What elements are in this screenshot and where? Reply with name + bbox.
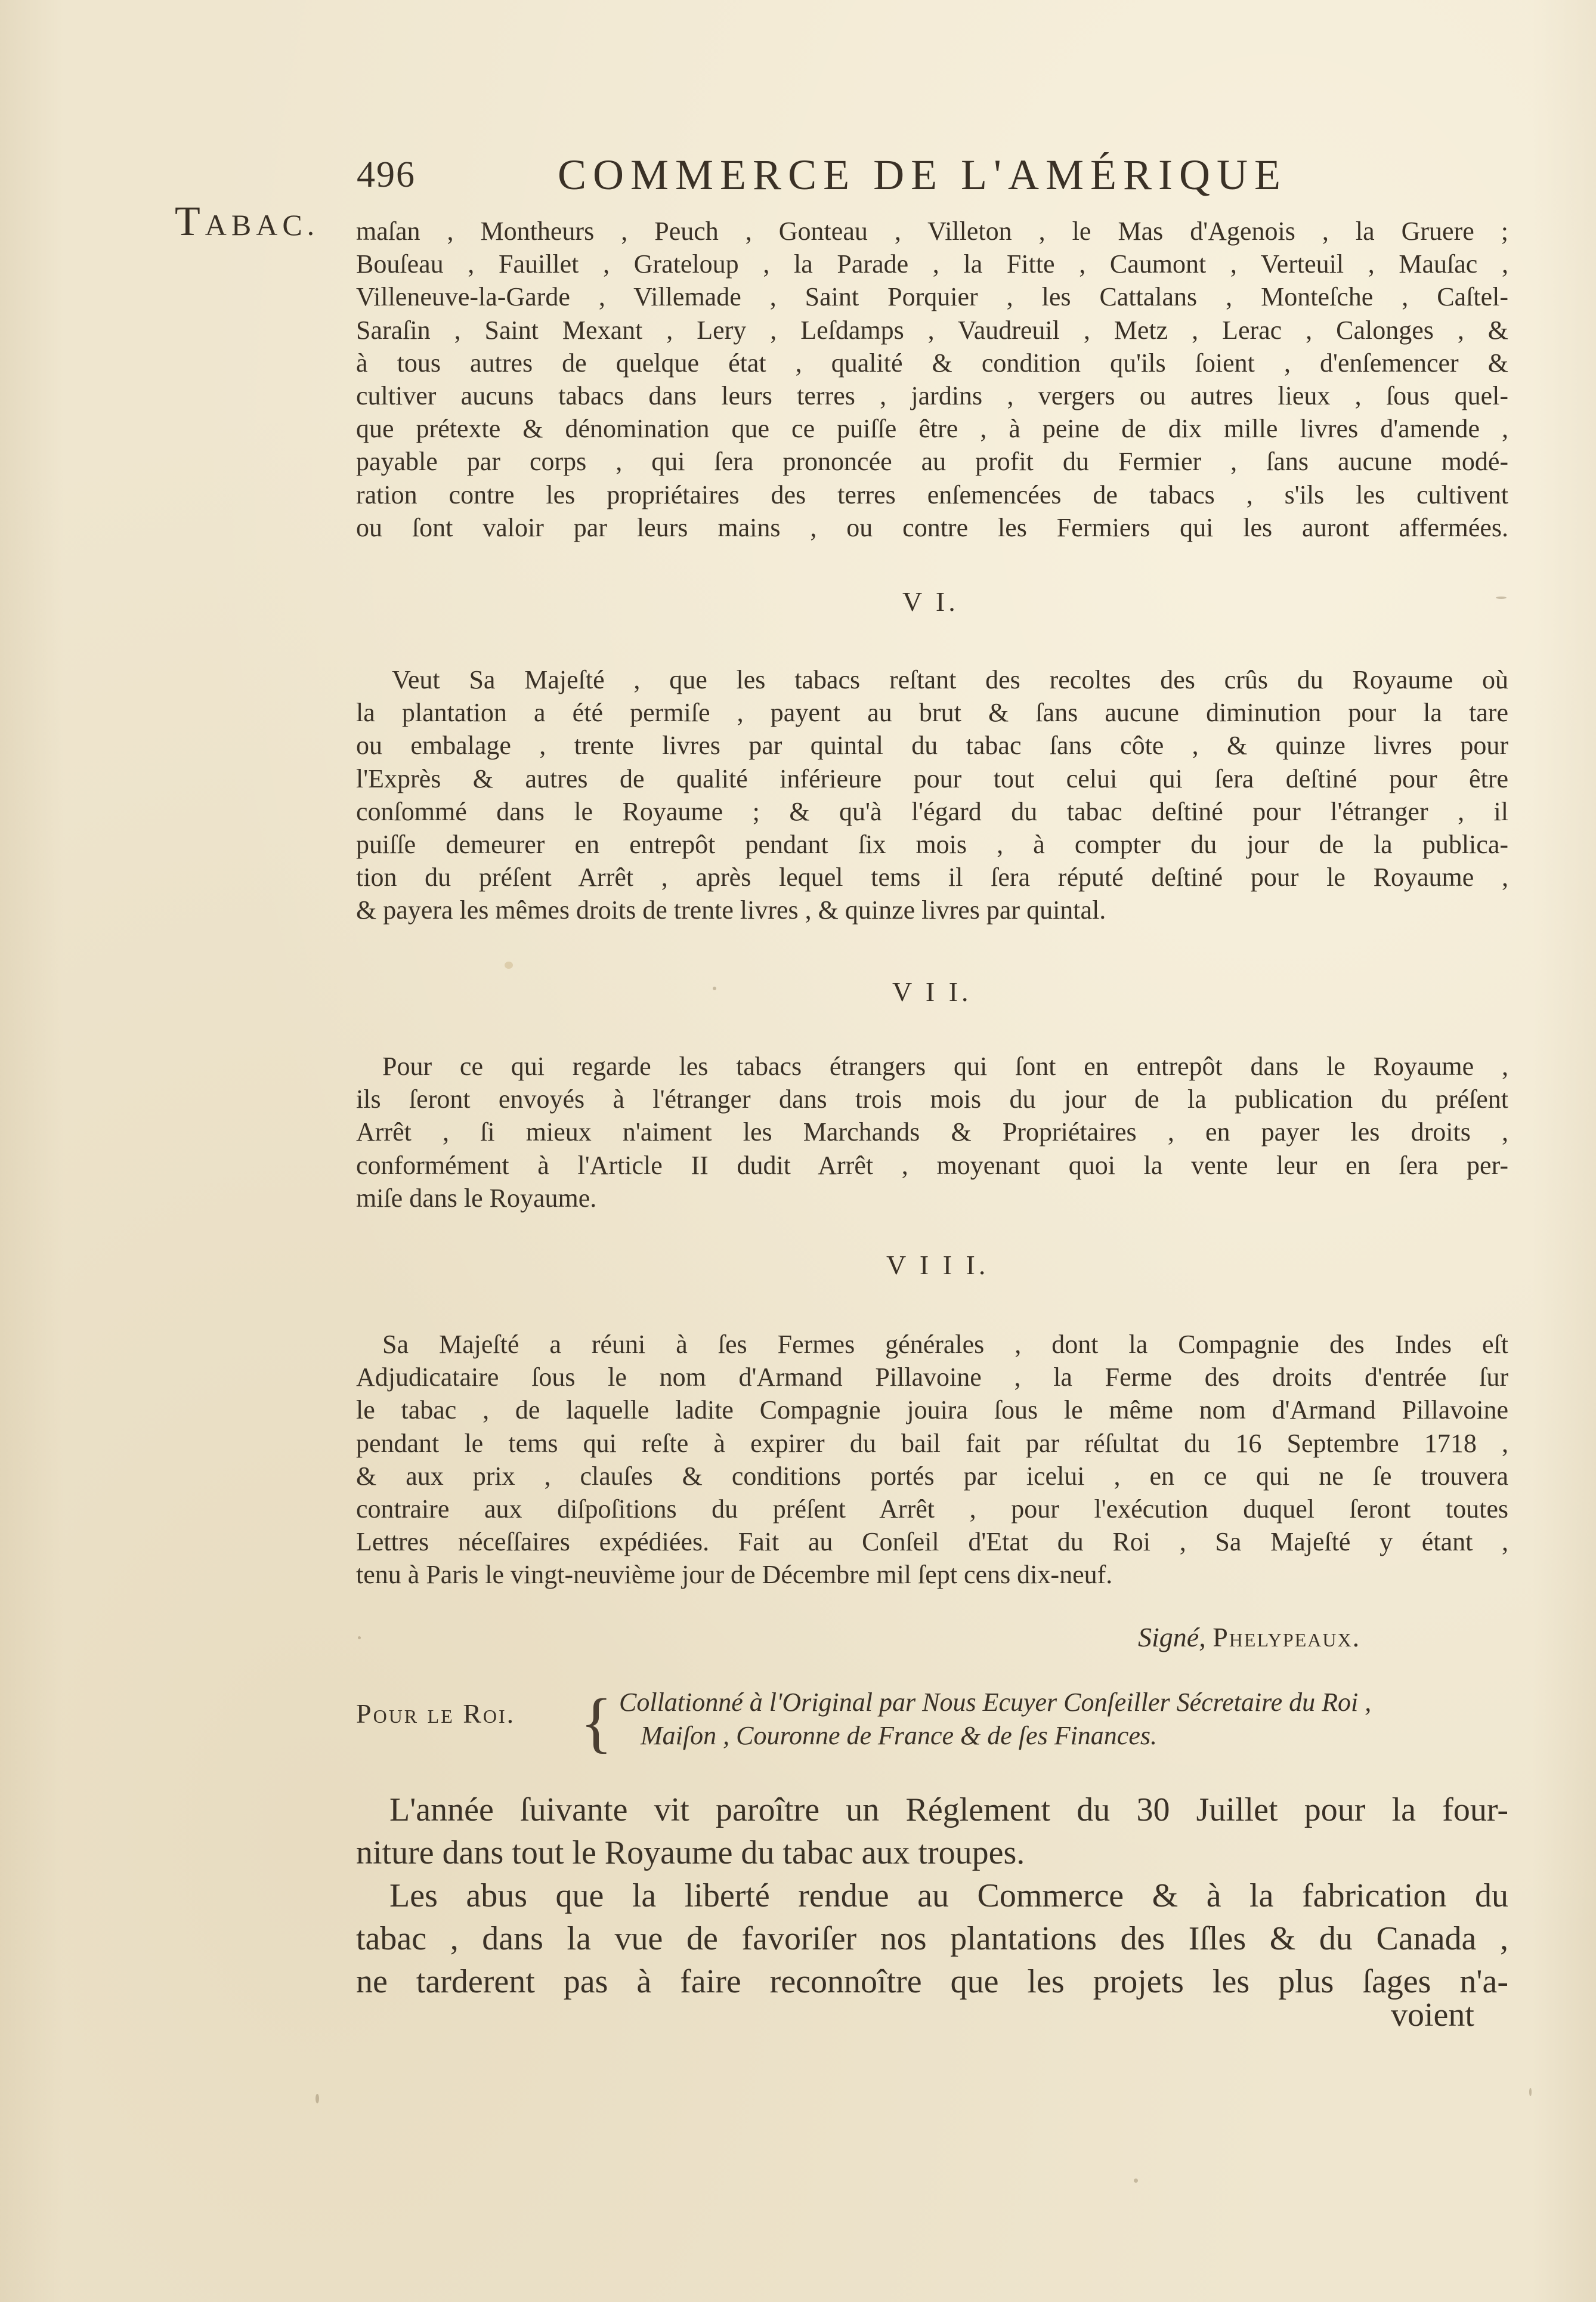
article-heading-vii: V I I. bbox=[892, 977, 972, 1007]
intro-paragraph bbox=[356, 215, 1508, 544]
text-line: Arrêt , ſi mieux n'aiment les Marchands & Propriétaires , en payer les droits , bbox=[356, 1117, 1508, 1147]
article-viii-paragraph bbox=[356, 1328, 1508, 1592]
text-line: pendant le tems qui reſte à expirer du bail fait par réſultat du 16 Septembre 1718 , bbox=[356, 1428, 1508, 1458]
text-line: ne tarderent pas à faire reconnoître que les projets les plus ſages n'a- bbox=[356, 1963, 1508, 2000]
catchword: voient bbox=[1391, 1997, 1474, 2034]
text-line: ou ſont valoir par leurs mains , ou contre les Fermiers qui les auront affermées. bbox=[356, 512, 1508, 542]
text-line: L'année ſuivante vit paroître un Réglement du 30 Juillet pour la four- bbox=[389, 1791, 1508, 1828]
pour-le-roi-label: Pour le Roi. bbox=[356, 1698, 516, 1729]
text-line: Les abus que la liberté rendue au Commerce & à la fabrication du bbox=[389, 1877, 1508, 1914]
signature-label: Signé, bbox=[1138, 1622, 1206, 1652]
text-line: cultiver aucuns tabacs dans leurs terres , jardins , vergers ou autres lieux , ſous quel- bbox=[356, 381, 1508, 411]
page-number: 496 bbox=[357, 155, 416, 195]
text-line: puiſſe demeurer en entrepôt pendant ſix mois , à compter du jour de la publica- bbox=[356, 830, 1508, 860]
text-line: tion du préſent Arrêt , après lequel tems il ſera réputé deſtiné pour le Royaume , bbox=[356, 863, 1508, 892]
paper-speck bbox=[1529, 2088, 1532, 2096]
text-line: ou embalage , trente livres par quintal du tabac ſans côte , & quinze livres pour bbox=[356, 731, 1508, 761]
paper-speck bbox=[316, 2094, 319, 2103]
collation-line: Collationné à l'Original par Nous Ecuyer Conſeiller Sécretaire du Roi , bbox=[619, 1688, 1372, 1717]
text-line: Villeneuve-la-Garde , Villemade , Saint Porquier , les Cattalans , Monteſche , Caſtel- bbox=[356, 282, 1508, 312]
text-line: conformément à l'Article II dudit Arrêt , moyenant quoi la vente leur en ſera per- bbox=[356, 1150, 1508, 1180]
text-line: & payera les mêmes droits de trente livres , & quinze livres par quintal. bbox=[356, 895, 1106, 925]
paper-speck bbox=[358, 1636, 361, 1639]
text-line: Saraſin , Saint Mexant , Lery , Leſdamps , Vaudreuil , Metz , Lerac , Calonges , & bbox=[356, 315, 1508, 345]
text-line: l'Exprès & autres de qualité inférieure pour tout celui qui ſera deſtiné pour être bbox=[356, 764, 1508, 793]
text-line: tabac , dans la vue de favoriſer nos plantations des Iſles & du Canada , bbox=[356, 1920, 1508, 1957]
text-line: la plantation a été permiſe , payent au brut & ſans aucune diminution pour la tare bbox=[356, 698, 1508, 728]
margin-label-rest: ABAC. bbox=[205, 208, 320, 242]
text-line: ils ſeront envoyés à l'étranger dans trois mois du jour de la publication du préſent bbox=[356, 1084, 1508, 1114]
text-line: que prétexte & dénomination que ce puiſſe être , à peine de dix mille livres d'amende , bbox=[356, 414, 1508, 444]
text-line: contraire aux diſpoſitions du préſent Arrêt , pour l'exécution duquel ſeront toutes bbox=[356, 1494, 1508, 1524]
closing-paragraphs bbox=[356, 1788, 1508, 2003]
text-line: Sa Majeſté a réuni à ſes Fermes générales , dont la Compagnie des Indes eſt bbox=[382, 1330, 1508, 1359]
brace-glyph: { bbox=[580, 1686, 613, 1760]
text-line: Lettres néceſſaires expédiées. Fait au Conſeil d'Etat du Roi , Sa Majeſté y étant , bbox=[356, 1527, 1508, 1557]
article-heading-vi: V I. bbox=[902, 586, 959, 617]
signature bbox=[1138, 1621, 1360, 1653]
collation-note bbox=[619, 1686, 1371, 1753]
margin-label-initial: T bbox=[175, 199, 205, 245]
paper-speck bbox=[1134, 2179, 1138, 2183]
text-line: Pour ce qui regarde les tabacs étrangers qui ſont en entrepôt dans le Royaume , bbox=[382, 1052, 1508, 1081]
text-line: le tabac , de laquelle ladite Compagnie jouira ſous le même nom d'Armand Pillavoine bbox=[356, 1395, 1508, 1425]
running-head: COMMERCE DE L'AMÉRIQUE bbox=[558, 151, 1287, 199]
paper-speck bbox=[713, 987, 716, 990]
text-line: Bouſeau , Fauillet , Grateloup , la Parade , la Fitte , Caumont , Verteuil , Mauſac , bbox=[356, 249, 1508, 279]
text-line: ration contre les propriétaires des terres enſemencées de tabacs , s'ils les cultivent bbox=[356, 480, 1508, 509]
article-vi-paragraph bbox=[356, 663, 1508, 927]
text-line: & aux prix , clauſes & conditions portés par icelui , en ce qui ne ſe trouvera bbox=[356, 1461, 1508, 1491]
text-line: payable par corps , qui ſera prononcée au profit du Fermier , ſans aucune modé- bbox=[356, 447, 1508, 477]
signature-name: Phelypeaux. bbox=[1213, 1622, 1361, 1652]
article-heading-viii: V I I I. bbox=[886, 1250, 989, 1280]
collation-line: Maiſon , Couronne de France & de ſes Finances. bbox=[641, 1721, 1157, 1750]
article-vii-paragraph bbox=[356, 1050, 1508, 1215]
text-line: conſommé dans le Royaume ; & qu'à l'égard du tabac deſtiné pour l'étranger , il bbox=[356, 796, 1508, 826]
text-line: Veut Sa Majeſté , que les tabacs reſtant des recoltes des crûs du Royaume où bbox=[392, 665, 1508, 694]
paper-speck bbox=[505, 962, 513, 969]
text-line: niture dans tout le Royaume du tabac aux troupes. bbox=[356, 1834, 1025, 1871]
text-line: maſan , Montheurs , Peuch , Gonteau , Villeton , le Mas d'Agenois , la Gruere ; bbox=[356, 217, 1508, 246]
text-line: Adjudicataire ſous le nom d'Armand Pillavoine , la Ferme des droits d'entrée ſur bbox=[356, 1362, 1508, 1392]
text-line: tenu à Paris le vingt-neuvième jour de Décembre mil ſept cens dix-neuf. bbox=[356, 1560, 1113, 1590]
paper-speck bbox=[1496, 597, 1507, 599]
text-line: à tous autres de quelque état , qualité & condition qu'ils ſoient , d'enſemencer & bbox=[356, 348, 1508, 378]
margin-label bbox=[175, 198, 319, 246]
text-line: miſe dans le Royaume. bbox=[356, 1183, 597, 1213]
